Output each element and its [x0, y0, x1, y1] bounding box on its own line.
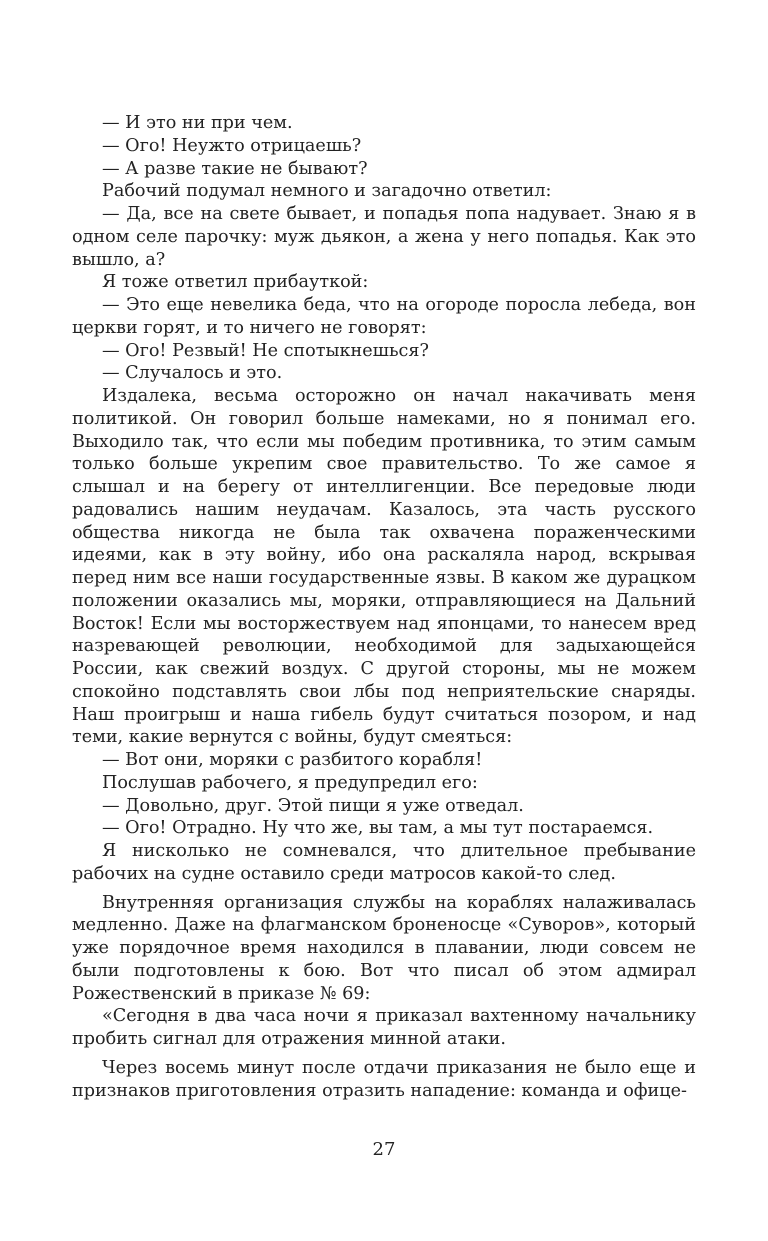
- paragraph: — Ого! Резвый! Не спотыкнешься?: [102, 340, 429, 361]
- paragraph: — А разве такие не бывают?: [102, 158, 368, 179]
- paragraph: Я тоже ответил прибауткой:: [102, 272, 369, 293]
- paragraph: Издалека, весьма осторожно он начал накачивать меня политикой. Он говорил больше намеками, но я понимал его. Выходило так, что если мы победим противника, то этим самым только больше укрепим свое правительство. То же самое я слышал и на берегу от интеллигенции. Все передовые люди радовались нашим неудачам. Казалось, эта часть русского общества никогда не была так охвачена пораженческими идеями, как в эту войну, ибо она раскаляла народ, вскрывая перед ним все наши государственные язвы. В каком же дурацком положении оказались мы, моряки, отправляющиеся на Дальний Восток! Если мы восторжествуем над японцами, то нанесем вред назревающей революции, необходимой для задыхающейся России, как свежий воздух. С другой стороны, мы не можем спокойно подставлять свои лбы под неприятельские снаряды. Наш проигрыш и наша гибель будут считаться позором, и над теми, какие вернутся с войны, будут смеяться:: [72, 386, 696, 748]
- paragraph: — Ого! Отрадно. Ну что же, вы там, а мы тут постараемся.: [102, 818, 654, 839]
- paragraph: Послушав рабочего, я предупредил его:: [102, 772, 478, 793]
- paragraph: Рабочий подумал немного и загадочно ответил:: [102, 181, 552, 202]
- paragraph: — Довольно, друг. Этой пищи я уже отведал.: [102, 795, 524, 816]
- paragraph: Я нисколько не сомневался, что длительное пребывание рабочих на судне оставило среди матросов какой-то след.: [72, 841, 696, 884]
- paragraph: Через восемь минут после отдачи приказания не было еще и признаков приготовления отразить нападение: команда и офице-: [72, 1057, 696, 1101]
- paragraph: — Случалось и это.: [102, 363, 283, 384]
- paragraph: Внутренняя организация службы на кораблях налаживалась медленно. Даже на флагманском броненосце «Суворов», который уже порядочное время находился в плавании, люди совсем не были подготовлены к бою. Вот что писал об этом адмирал Рожественский в приказе № 69:: [72, 892, 696, 1004]
- paragraph: — Это еще невелика беда, что на огороде поросла лебеда, вон церкви горят, и то ничего не говорят:: [72, 295, 696, 338]
- paragraph: — Да, все на свете бывает, и попадья попа надувает. Знаю я в одном селе парочку: муж дьякон, а жена у него попадья. Как это вышло, а?: [72, 204, 696, 270]
- paragraph: — Вот они, моряки с разбитого корабля!: [102, 750, 483, 770]
- paragraph: — И это ни при чем.: [102, 113, 293, 133]
- page-body-text: [72, 112, 696, 1102]
- paragraph: — Ого! Неужто отрицаешь?: [102, 135, 362, 156]
- page-number: 27: [372, 1139, 396, 1160]
- paragraph: «Сегодня в два часа ночи я приказал вахтенному начальнику пробить сигнал для отражения минной атаки.: [72, 1006, 696, 1049]
